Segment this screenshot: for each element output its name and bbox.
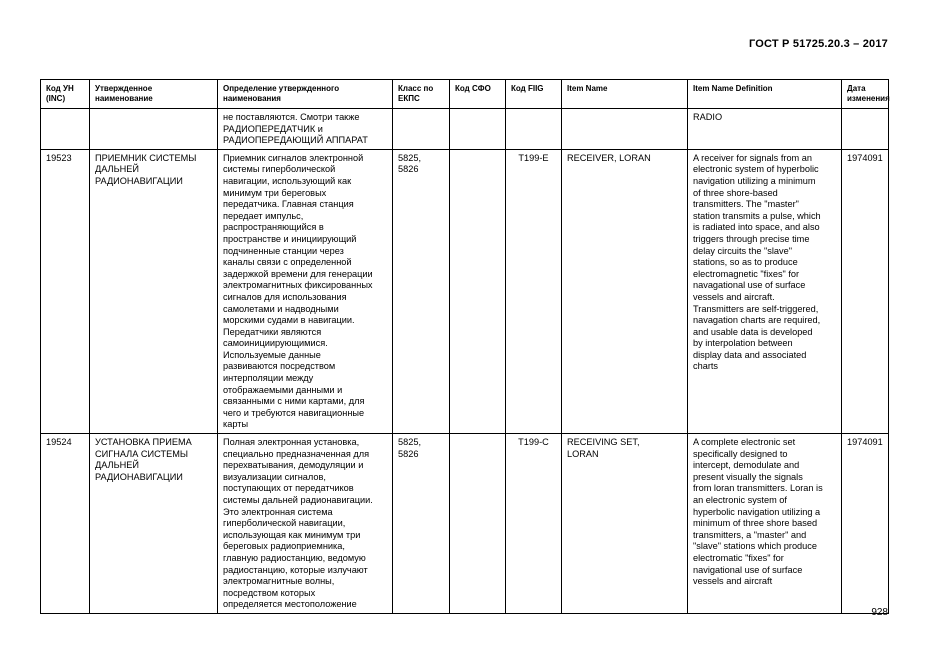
table-row bbox=[41, 109, 889, 150]
fiig-code-cell bbox=[506, 109, 562, 150]
approved-name-cell-line: РАДИОНАВИГАЦИИ bbox=[95, 175, 183, 186]
definition-cell-line: РАДИОПЕРЕДАЮЩИЙ АППАРАТ bbox=[223, 135, 368, 146]
definition-cell-line: главную радиостанцию, ведомую bbox=[223, 552, 366, 563]
item-name-cell-line: RECEIVING SET, bbox=[567, 437, 640, 448]
approved-name-cell-line: ДАЛЬНЕЙ bbox=[95, 164, 139, 175]
definition-cell-line: морскими судами в навигации. bbox=[223, 315, 355, 326]
column-header-sfo-code-line: Код СФО bbox=[455, 84, 491, 93]
approved-name-cell-line: ДАЛЬНЕЙ bbox=[95, 460, 139, 471]
class-cell bbox=[393, 434, 450, 614]
item-name-definition-cell-line: electromagnetic "fixes" for bbox=[693, 268, 800, 279]
item-name-definition-cell-line: A complete electronic set bbox=[693, 437, 796, 448]
item-name-cell bbox=[562, 149, 688, 433]
item-name-definition-cell-line: from loran transmitters. Loran is bbox=[693, 483, 823, 494]
column-header-approved-name-line: наименование bbox=[95, 93, 153, 103]
column-header-definition bbox=[218, 80, 393, 109]
class-cell-line: 5826 bbox=[398, 448, 419, 459]
column-header-approved-name-line: Утвержденное bbox=[95, 84, 153, 93]
column-header-definition-line: наименования bbox=[223, 93, 281, 103]
column-header-change-date bbox=[842, 80, 889, 109]
sfo-code-cell bbox=[450, 149, 506, 433]
definition-cell-line: гиперболической навигации, bbox=[223, 518, 346, 529]
table-row bbox=[41, 149, 889, 433]
definition-cell-line: задержкой времени для генерации bbox=[223, 268, 373, 279]
fiig-code-cell: T199-E bbox=[506, 149, 562, 433]
document-standard-header: ГОСТ Р 51725.20.3 – 2017 bbox=[748, 38, 888, 50]
definition-cell-line: связанными с ними картами, для bbox=[223, 396, 365, 407]
definition-cell-line: самоинициирующимися. bbox=[223, 338, 328, 349]
definition-cell-line: распространяющийся в bbox=[223, 222, 324, 233]
item-name-cell-line: RECEIVER, LORAN bbox=[567, 152, 651, 163]
definition-cell-line: пространстве и инициирующий bbox=[223, 233, 357, 244]
item-name-definition-cell-line: present visually the signals bbox=[693, 471, 803, 482]
definition-cell-line: радиостанцию, которые излучают bbox=[223, 564, 368, 575]
item-name-definition-cell-line: hyperbolic navigation utilizing a bbox=[693, 506, 821, 517]
approved-name-cell-line: ПРИЕМНИК СИСТЕМЫ bbox=[95, 152, 197, 163]
definition-cell-line: каналы связи с определенной bbox=[223, 257, 352, 268]
definition-cell-line: передает импульс, bbox=[223, 210, 304, 221]
definition-cell-line: системы дальней радионавигации. bbox=[223, 495, 373, 505]
item-name-definition-cell-line: electronic system of hyperbolic bbox=[693, 164, 819, 175]
approved-name-cell-line: УСТАНОВКА ПРИЕМА bbox=[95, 437, 192, 448]
item-name-definition-cell-line: specifically designed to bbox=[693, 448, 788, 459]
item-name-definition-cell bbox=[688, 149, 842, 433]
definition-cell-line: сигналов для использования bbox=[223, 291, 347, 302]
definition-cell-line: поступающих от передатчиков bbox=[223, 483, 354, 494]
item-name-cell-line: LORAN bbox=[567, 448, 599, 459]
approved-name-cell-line: РАДИОНАВИГАЦИИ bbox=[95, 471, 183, 482]
column-header-item-name-line: Item Name bbox=[567, 84, 608, 93]
approved-name-cell bbox=[90, 149, 218, 433]
definition-cell-line: Это электронная система bbox=[223, 506, 333, 517]
column-header-change-date-line: изменения bbox=[847, 93, 890, 103]
item-name-definition-cell-line: electromatic "fixes" for bbox=[693, 552, 784, 563]
item-name-definition-cell-line: navagational use of surface bbox=[693, 280, 806, 291]
column-header-item-name-definition bbox=[688, 80, 842, 109]
definition-cell-line: Приемник сигналов электронной bbox=[223, 152, 364, 163]
table-row bbox=[41, 434, 889, 614]
item-name-definition-cell bbox=[688, 434, 842, 614]
class-cell-line: 5826 bbox=[398, 164, 419, 175]
item-name-definition-cell-line: Transmitters are self-triggered, bbox=[693, 303, 819, 314]
definition-cell bbox=[218, 149, 393, 433]
item-name-definition-cell-line: stations, so as to produce bbox=[693, 257, 798, 268]
class-cell-line: 5825, bbox=[398, 152, 421, 163]
page-number: 928 bbox=[871, 607, 888, 618]
item-name-definition-cell bbox=[688, 109, 842, 150]
definition-cell-line: береговых радиоприемника, bbox=[223, 541, 345, 552]
definition-cell-line: отображаемыми данными и bbox=[223, 384, 343, 395]
definition-cell bbox=[218, 109, 393, 150]
inc-cell: 19524 bbox=[41, 434, 90, 614]
item-name-definition-cell-line: vessels and aircraft. bbox=[693, 291, 775, 302]
change-date-cell: 1974091 bbox=[842, 149, 889, 433]
definition-cell-line: развиваются посредством bbox=[223, 361, 336, 372]
item-name-cell bbox=[562, 434, 688, 614]
definition-cell-line: электромагнитных фиксированных bbox=[223, 280, 373, 291]
item-name-definition-cell-line: intercept, demodulate and bbox=[693, 460, 800, 471]
definition-cell-line: минимум три береговых bbox=[223, 187, 327, 198]
column-header-inc bbox=[41, 80, 90, 109]
definition-cell-line: передатчика. Главная станция bbox=[223, 199, 354, 210]
item-name-definition-cell-line: by interpolation between bbox=[693, 338, 793, 349]
definition-cell-line: системы гиперболической bbox=[223, 164, 336, 175]
sfo-code-cell bbox=[450, 434, 506, 614]
approved-name-cell bbox=[90, 434, 218, 614]
inc-cell: 19523 bbox=[41, 149, 90, 433]
item-name-definition-cell-line: station transmits a pulse, which bbox=[693, 210, 821, 221]
item-name-definition-cell-line: is radiated into space, and also bbox=[693, 222, 820, 233]
item-name-definition-cell-line: A receiver for signals from an bbox=[693, 152, 812, 163]
fiig-code-cell: T199-C bbox=[506, 434, 562, 614]
definition-cell-line: электромагнитные волны, bbox=[223, 576, 335, 587]
definition-cell-line: подчиненные станции через bbox=[223, 245, 344, 256]
approved-name-cell bbox=[90, 109, 218, 150]
item-name-definition-cell-line: and usable data is developed bbox=[693, 326, 813, 337]
table-header-row bbox=[41, 80, 889, 109]
definition-cell-line: карты bbox=[223, 419, 249, 430]
item-name-definition-cell-line: navigation utilizing a minimum bbox=[693, 175, 816, 186]
column-header-class bbox=[393, 80, 450, 109]
class-cell bbox=[393, 149, 450, 433]
column-header-class-line: ЕКПС bbox=[398, 93, 420, 103]
item-name-definition-cell-line: of three shore-based bbox=[693, 187, 778, 198]
column-header-item-name-definition-line: Item Name Definition bbox=[693, 84, 773, 93]
item-name-definition-cell-line: charts bbox=[693, 361, 719, 372]
column-header-inc-line: Код УН bbox=[46, 84, 74, 93]
definition-cell-line: интерполяции между bbox=[223, 373, 314, 384]
definition-cell-line: не поставляются. Смотри также bbox=[223, 112, 360, 122]
sfo-code-cell bbox=[450, 109, 506, 150]
definition-cell-line: самолетами и надводными bbox=[223, 303, 339, 314]
column-header-change-date-line: Дата bbox=[847, 84, 866, 93]
definition-cell-line: Передатчики являются bbox=[223, 326, 322, 337]
change-date-cell: 1974091 bbox=[842, 434, 889, 614]
column-header-inc-line: (INC) bbox=[46, 93, 66, 103]
item-name-definition-cell-line: transmitters, a "master" and bbox=[693, 529, 807, 540]
definition-cell-line: Используемые данные bbox=[223, 349, 321, 360]
column-header-fiig-code bbox=[506, 80, 562, 109]
column-header-approved-name bbox=[90, 80, 218, 109]
approved-name-cell-line: СИГНАЛА СИСТЕМЫ bbox=[95, 448, 188, 459]
definition-cell-line: визуализации сигналов, bbox=[223, 471, 326, 482]
item-name-definition-cell-line: navigational use of surface bbox=[693, 564, 803, 575]
item-name-definition-cell-line: display data and associated bbox=[693, 349, 807, 360]
definition-cell-line: РАДИОПЕРЕДАТЧИК и bbox=[223, 123, 323, 134]
definition-cell-line: определяется местоположение bbox=[223, 599, 357, 610]
class-cell-line: 5825, bbox=[398, 437, 421, 448]
item-name-definition-cell-line: "slave" stations which produce bbox=[693, 541, 817, 552]
item-name-definition-cell-line: navagation charts are required, bbox=[693, 315, 821, 326]
item-name-definition-cell-line: minimum of three shore based bbox=[693, 518, 818, 529]
change-date-cell bbox=[842, 109, 889, 150]
column-header-class-line: Класс по bbox=[398, 84, 434, 93]
column-header-sfo-code bbox=[450, 80, 506, 109]
column-header-fiig-code-line: Код FIIG bbox=[511, 84, 544, 93]
definition-cell-line: посредством которых bbox=[223, 587, 316, 598]
definition-cell-line: перехватывания, демодуляции и bbox=[223, 460, 364, 471]
definition-cell-line: чего и требуются навигационные bbox=[223, 407, 365, 418]
item-name-definition-cell-line: delay circuits the "slave" bbox=[693, 245, 792, 256]
column-header-item-name bbox=[562, 80, 688, 109]
item-name-definition-cell-line: triggers through precise time bbox=[693, 233, 810, 244]
item-name-definition-cell-line: transmitters. The "master" bbox=[693, 199, 799, 210]
definition-cell-line: специально предназначенная для bbox=[223, 448, 370, 459]
definition-cell-line: навигации, использующий как bbox=[223, 175, 352, 186]
inc-cell bbox=[41, 109, 90, 150]
definition-cell bbox=[218, 434, 393, 614]
definition-cell-line: использующая как минимум три bbox=[223, 529, 361, 540]
definition-cell-line: Полная электронная установка, bbox=[223, 437, 360, 448]
item-name-definition-cell-line: vessels and aircraft bbox=[693, 576, 773, 587]
class-cell bbox=[393, 109, 450, 150]
column-header-definition-line: Определение утвержденного bbox=[223, 84, 340, 93]
item-name-cell bbox=[562, 109, 688, 150]
item-name-definition-cell-line: RADIO bbox=[693, 112, 723, 122]
catalog-table bbox=[40, 79, 889, 614]
item-name-definition-cell-line: an electronic system of bbox=[693, 495, 787, 505]
